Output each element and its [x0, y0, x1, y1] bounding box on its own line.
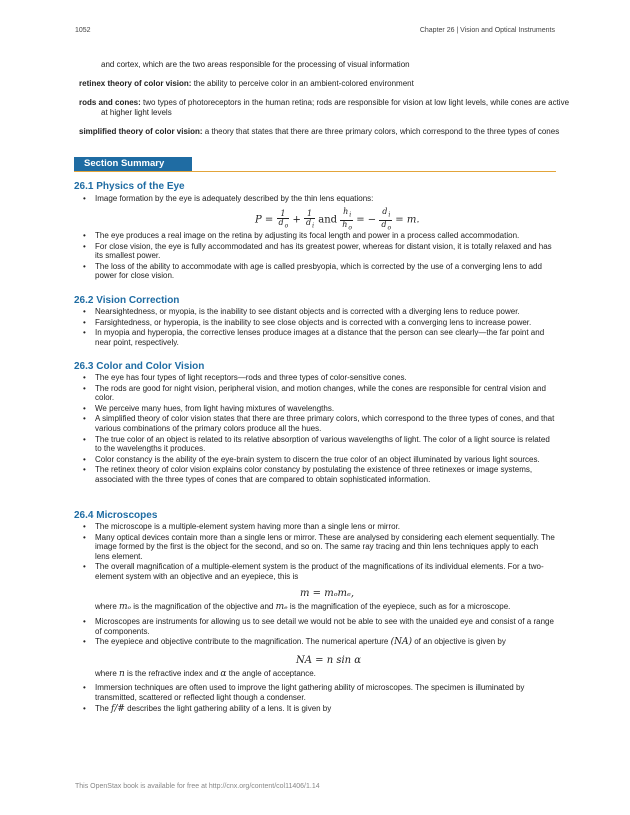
chapter-title: Chapter 26 | Vision and Optical Instruments	[419, 27, 555, 34]
where-aperture: where n is the refractive index and α the angle of acceptance.	[95, 669, 316, 679]
list-item: • The microscope is a multiple-element system having more than a single lens or mirror.	[95, 522, 555, 532]
bullet-list	[95, 307, 555, 348]
list-item: • The loss of the ability to accommodate with age is called presbyopia, which is corrected by the use of a converging lens to add power for close vision.	[95, 262, 555, 281]
list-item: • The f/# describes the light gathering ability of a lens. It is given by	[95, 704, 555, 715]
list-item: • Many optical devices contain more than a single lens or mirror. These are analysed by considering each element sequentially. The image formed by the first is the object for the second, and so on. The same ray tracing and thin lens techniques apply to each lens element.	[95, 533, 555, 562]
bullet-list	[95, 617, 555, 649]
list-item: • Color constancy is the ability of the eye-brain system to discern the true color of an object illuminated by various light sources.	[95, 455, 555, 465]
section-summary-banner	[74, 157, 556, 172]
bullet-list	[95, 231, 555, 282]
glossary-item: simplified theory of color vision: a theory that states that there are three primary colors, which correspond to the three types of cones	[79, 127, 560, 136]
list-item: • In myopia and hyperopia, the corrective lenses produce images at a distance that the person can see clearly—the far point and near point, respectively.	[95, 328, 555, 347]
where-magnification: where mₒ is the magnification of the objective and mₑ is the magnification of the eyepiece, such as for a microscope.	[95, 602, 511, 612]
list-item: • Image formation by the eye is adequately described by the thin lens equations:	[95, 194, 555, 204]
thin-lens-equation: P = $\frac{1}{d_o}$ + $\frac{1}{d_i}$ and $\frac{h_i}{h_o}$ = − $\frac{d_i}{d_o}$ = m.	[255, 207, 420, 232]
bullet-list	[95, 194, 555, 205]
numerical-aperture-equation: NA = n sin α	[296, 655, 362, 666]
bullet-list	[95, 522, 555, 583]
section-heading-26-2: 26.2 Vision Correction	[74, 295, 180, 306]
list-item: • Immersion techniques are often used to improve the light gathering ability of microscopes. The specimen is illuminated by transmitted, scattered or reflected light though a condenser.	[95, 683, 555, 702]
list-item: • The eye produces a real image on the retina by adjusting its focal length and power in a process called accommodation.	[95, 231, 555, 241]
list-item: • Nearsightedness, or myopia, is the inability to see distant objects and is corrected with a diverging lens to reduce power.	[95, 307, 555, 317]
magnification-equation: m = mₒmₑ,	[300, 588, 355, 599]
list-item: • A simplified theory of color vision states that there are three primary colors, which correspond to the three types of cones, and that various combinations of the primary colors produce all the hues.	[95, 414, 555, 433]
bullet-list	[95, 373, 555, 486]
bullet-list	[95, 683, 555, 716]
glossary-item: rods and cones: two types of photoreceptors in the human retina; rods are responsible for vision at low light levels, while cones are active at higher light levels	[79, 98, 570, 117]
list-item: • The overall magnification of a multiple-element system is the product of the magnifications of its individual elements. For a two-element system with an objective and an eyepiece, this is	[95, 562, 555, 581]
section-summary-title: Section Summary	[74, 157, 192, 171]
list-item: • The eye has four types of light receptors—rods and three types of color-sensitive cones.	[95, 373, 555, 383]
list-item: • The rods are good for night vision, peripheral vision, and motion changes, while the cones are responsible for central vision and color.	[95, 384, 555, 403]
list-item: • The retinex theory of color vision explains color constancy by postulating the existence of three retinexes or image systems, associated with the three types of cones that are compared to obtain sophisticated information.	[95, 465, 555, 484]
page-number: 1052	[75, 27, 91, 34]
section-heading-26-3: 26.3 Color and Color Vision	[74, 361, 205, 372]
list-item: • The true color of an object is related to its relative absorption of various wavelengths of light. The color of a light source is related to the wavelengths it produces.	[95, 435, 555, 454]
list-item: • The eyepiece and objective contribute to the magnification. The numerical aperture (NA) of an objective is given by	[95, 637, 555, 648]
glossary-item: retinex theory of color vision: the ability to perceive color in an ambient-colored environment	[79, 79, 414, 88]
list-item: • We perceive many hues, from light having mixtures of wavelengths.	[95, 404, 555, 414]
list-item: • For close vision, the eye is fully accommodated and has its greatest power, whereas for distant vision, it is totally relaxed and has its smallest power.	[95, 242, 555, 261]
section-heading-26-1: 26.1 Physics of the Eye	[74, 181, 185, 192]
glossary-continuation: and cortex, which are the two areas responsible for the processing of visual information	[101, 60, 410, 69]
footer-note: This OpenStax book is available for free at http://cnx.org/content/col11406/1.14	[75, 783, 320, 790]
list-item: • Microscopes are instruments for allowing us to see detail we would not be able to see with the unaided eye and consist of a range of components.	[95, 617, 555, 636]
section-heading-26-4: 26.4 Microscopes	[74, 510, 158, 521]
list-item: • Farsightedness, or hyperopia, is the inability to see close objects and is corrected with a converging lens to increase power.	[95, 318, 555, 328]
